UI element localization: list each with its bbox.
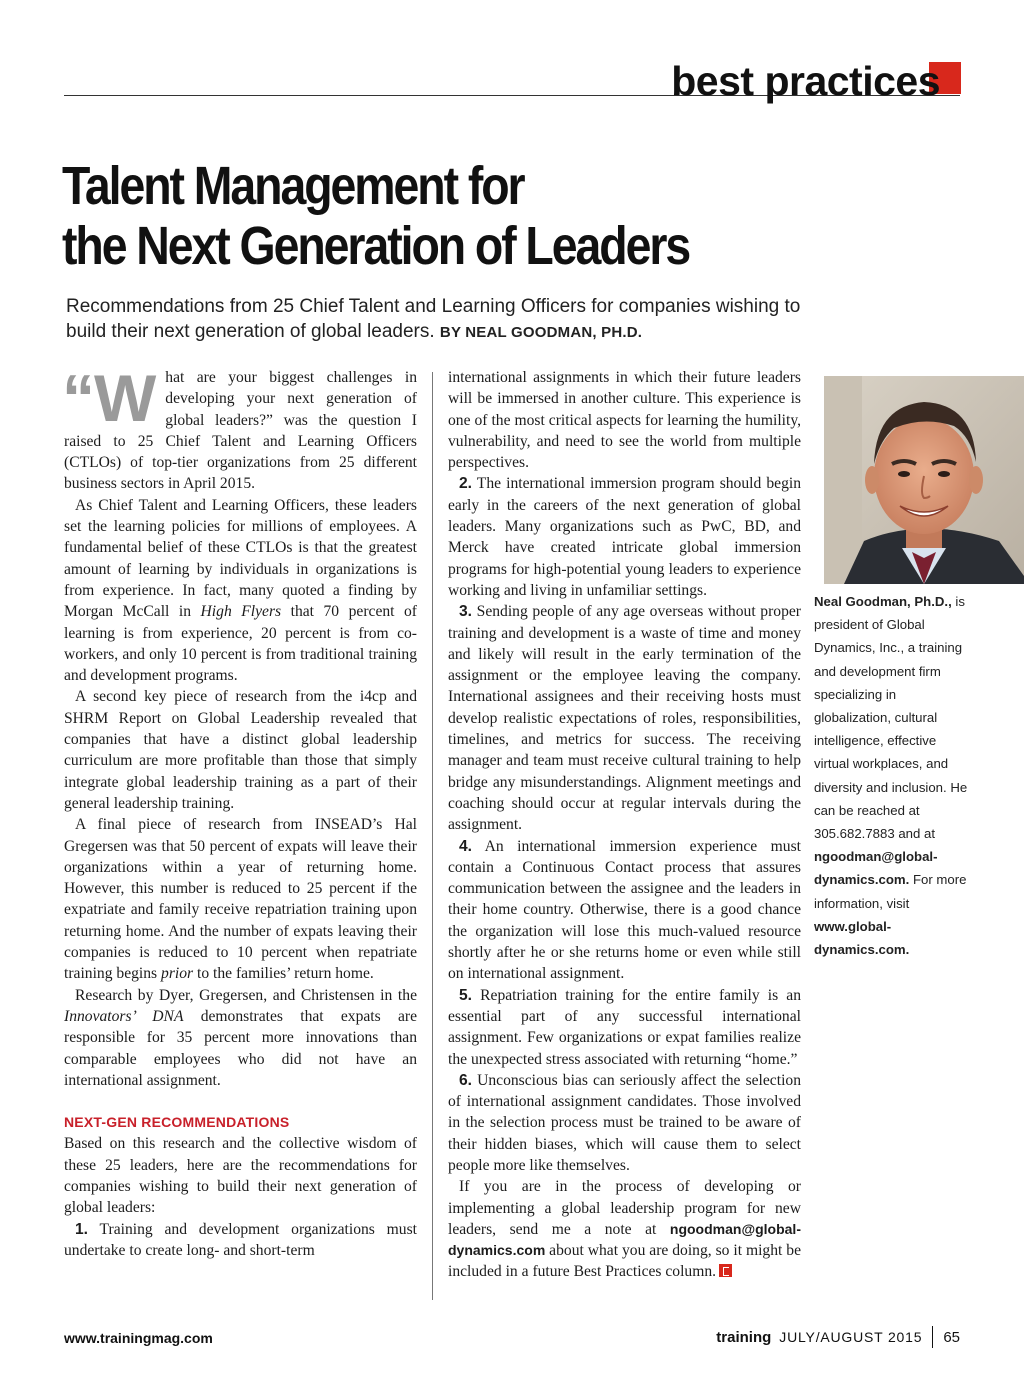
list-item — [448, 836, 801, 985]
footer-url[interactable]: www.trainingmag.com — [64, 1330, 213, 1346]
subhead: NEXT-GEN RECOMMENDATIONS — [64, 1114, 290, 1131]
paragraph-text: hat are your biggest challenges in developing your next generation of global leaders?” was the question I raised to 25 Chief Talent and Learning Officers (CTLOs) of top-tier organizations from 25 different business sectors in April 2015. — [64, 369, 417, 493]
book-title: Innovators’ DNA — [64, 1007, 184, 1025]
list-number: 4. — [459, 837, 473, 855]
article-title — [62, 156, 690, 276]
paragraph — [448, 1176, 801, 1282]
list-number: 2. — [459, 475, 473, 493]
deck-text: Recommendations from 25 Chief Talent and Learning Officers for companies wishing to build their next generation of global leaders. — [66, 296, 801, 342]
list-item-text: An international immersion experience must contain a Continuous Contact process that assures communication between the assignee and the leaders in their home country. Otherwise, there is a good chance the organization will lose this much-valued resource shortly after he or she returns home or even while still on international assignment. — [448, 837, 801, 983]
paragraph-text: As Chief Talent and Learning Officers, these leaders set the learning policies for millions of employees. A fundamental belief of these CTLOs is that the greatest amount of learning by individuals in organizations is from experience. In fact, many quoted a finding by Morgan McCall in — [64, 496, 417, 621]
paragraph-text: Research by Dyer, Gregersen, and Christensen in the — [75, 986, 417, 1004]
list-item — [448, 985, 801, 1070]
list-number: 3. — [459, 603, 473, 621]
author-email-link[interactable]: ngoodman@global-dynamics.com — [448, 1220, 801, 1259]
paragraph-text: demonstrates that expats are responsible for 35 percent more innovations than comparable employees who did not have an international assignment. — [64, 1007, 417, 1089]
list-item-text: Sending people of any age overseas without proper training and development is a waste of time and money and likely will result in the early termination of the assignment or the employee leaving the company. International assignees and their receiving hosts must develop realistic expectations of roles, responsibilities, timelines, and metrics for success. The receiving manager and team must receive cultural training to help bridge any misunderstandings. Alignment meetings and coaching should occur at regular intervals during the assignment. — [448, 603, 801, 834]
author-bio-email-link[interactable]: ngoodman@global-dynamics.com. — [814, 849, 938, 888]
paragraph-text: to the families’ return home. — [193, 965, 374, 983]
paragraph: international assignments in which their future leaders will be immersed in another culture. This experience is one of the most critical aspects for learning the humility, vulnerability, and need to see the world from multiple perspectives. — [448, 369, 801, 472]
paragraph-text: If you are in the process of developing or implementing a global leadership program for new leaders, send me a note at — [448, 1178, 801, 1238]
paragraph — [64, 985, 417, 1091]
book-title: High Flyers — [200, 603, 282, 621]
list-item — [448, 473, 801, 601]
middle-column — [448, 367, 801, 1283]
paragraph-text: that 70 percent of learning is from experience, 20 percent is from co-workers, and only 10 percent is from traditional training and development programs. — [64, 603, 417, 685]
paragraph: A second key piece of research from the i4cp and SHRM Report on Global Leadership revealed that companies that have a distinct global leadership curriculum are more profitable than those that simply integrate global leadership training as a part of their general leadership training. — [64, 688, 417, 812]
emphasis: prior — [161, 965, 194, 983]
end-of-article-icon — [719, 1264, 732, 1277]
paragraph-text: A final piece of research from INSEAD’s Hal Gregersen was that 50 percent of expats will leave their organizations within a year of returning home. However, this number is reduced to 25 percent if the expatriate and family receive repatriation training upon returning home. And the number of expats leaving their companies is reduced to 10 percent when repatriate training begins — [64, 816, 417, 983]
author-bio-text: is president of Global Dynamics, Inc., a training and development firm specializing in globalization, cultural intelligence, effective virtual workplaces, and diversity and inclusion. He can be reached at 305.682.7883 and at — [814, 594, 968, 842]
byline: BY NEAL GOODMAN, PH.D. — [439, 324, 643, 341]
list-item — [448, 1070, 801, 1176]
footer-folio — [716, 1326, 960, 1348]
list-item-text: Unconscious bias can seriously affect the selection of international assignment candidates. Those involved in the selection process must be trained to be aware of their hidden biases, which will cause them to select people more like themselves. — [448, 1071, 801, 1174]
list-item-text: Training and development organizations must undertake to create long- and short-term — [64, 1220, 417, 1259]
left-column — [62, 361, 417, 1261]
title-line-1: Talent Management for — [62, 156, 524, 216]
article-deck — [66, 294, 826, 345]
list-number: 6. — [459, 1071, 473, 1089]
magazine-name: training — [716, 1328, 772, 1346]
paragraph — [64, 495, 417, 687]
folio-divider — [932, 1326, 933, 1348]
list-item — [64, 1219, 417, 1262]
list-item-text: The international immersion program should begin early in the careers of the next generation of global leaders. Many organizations such as PwC, BD, and Merck have created intricate global immersion programs for high-potential young leaders to experience working and living in unfamiliar settings. — [448, 475, 801, 599]
page-number: 65 — [943, 1328, 960, 1346]
list-item — [448, 601, 801, 835]
author-bio — [814, 590, 974, 961]
list-number: 1. — [75, 1220, 89, 1238]
section-label: best practices — [671, 58, 940, 104]
author-bio-text: For more information, visit — [814, 872, 967, 911]
author-website-link[interactable]: www.global-dynamics.com. — [814, 918, 910, 958]
list-item-text: Repatriation training for the entire family is an essential part of any successful international assignment. Few organizations or expat families realize the unexpected stress associated with returning “home.” — [448, 986, 801, 1068]
paragraph-text: about what you are doing, so it might be included in a future Best Practices column. — [448, 1242, 801, 1281]
author-photo — [824, 376, 1024, 584]
drop-cap: “W — [62, 361, 156, 435]
author-portrait-image — [824, 376, 1024, 584]
paragraph: Based on this research and the collective wisdom of these 25 leaders, here are the recommendations for companies wishing to build their next generation of global leaders: — [64, 1135, 417, 1217]
issue-date: JULY/AUGUST 2015 — [779, 1329, 923, 1345]
paragraph — [64, 814, 417, 984]
list-number: 5. — [459, 986, 473, 1004]
paragraph — [62, 361, 417, 495]
title-line-2: the Next Generation of Leaders — [62, 216, 690, 276]
author-name: Neal Goodman, Ph.D., — [814, 594, 952, 609]
column-divider — [432, 372, 433, 1300]
